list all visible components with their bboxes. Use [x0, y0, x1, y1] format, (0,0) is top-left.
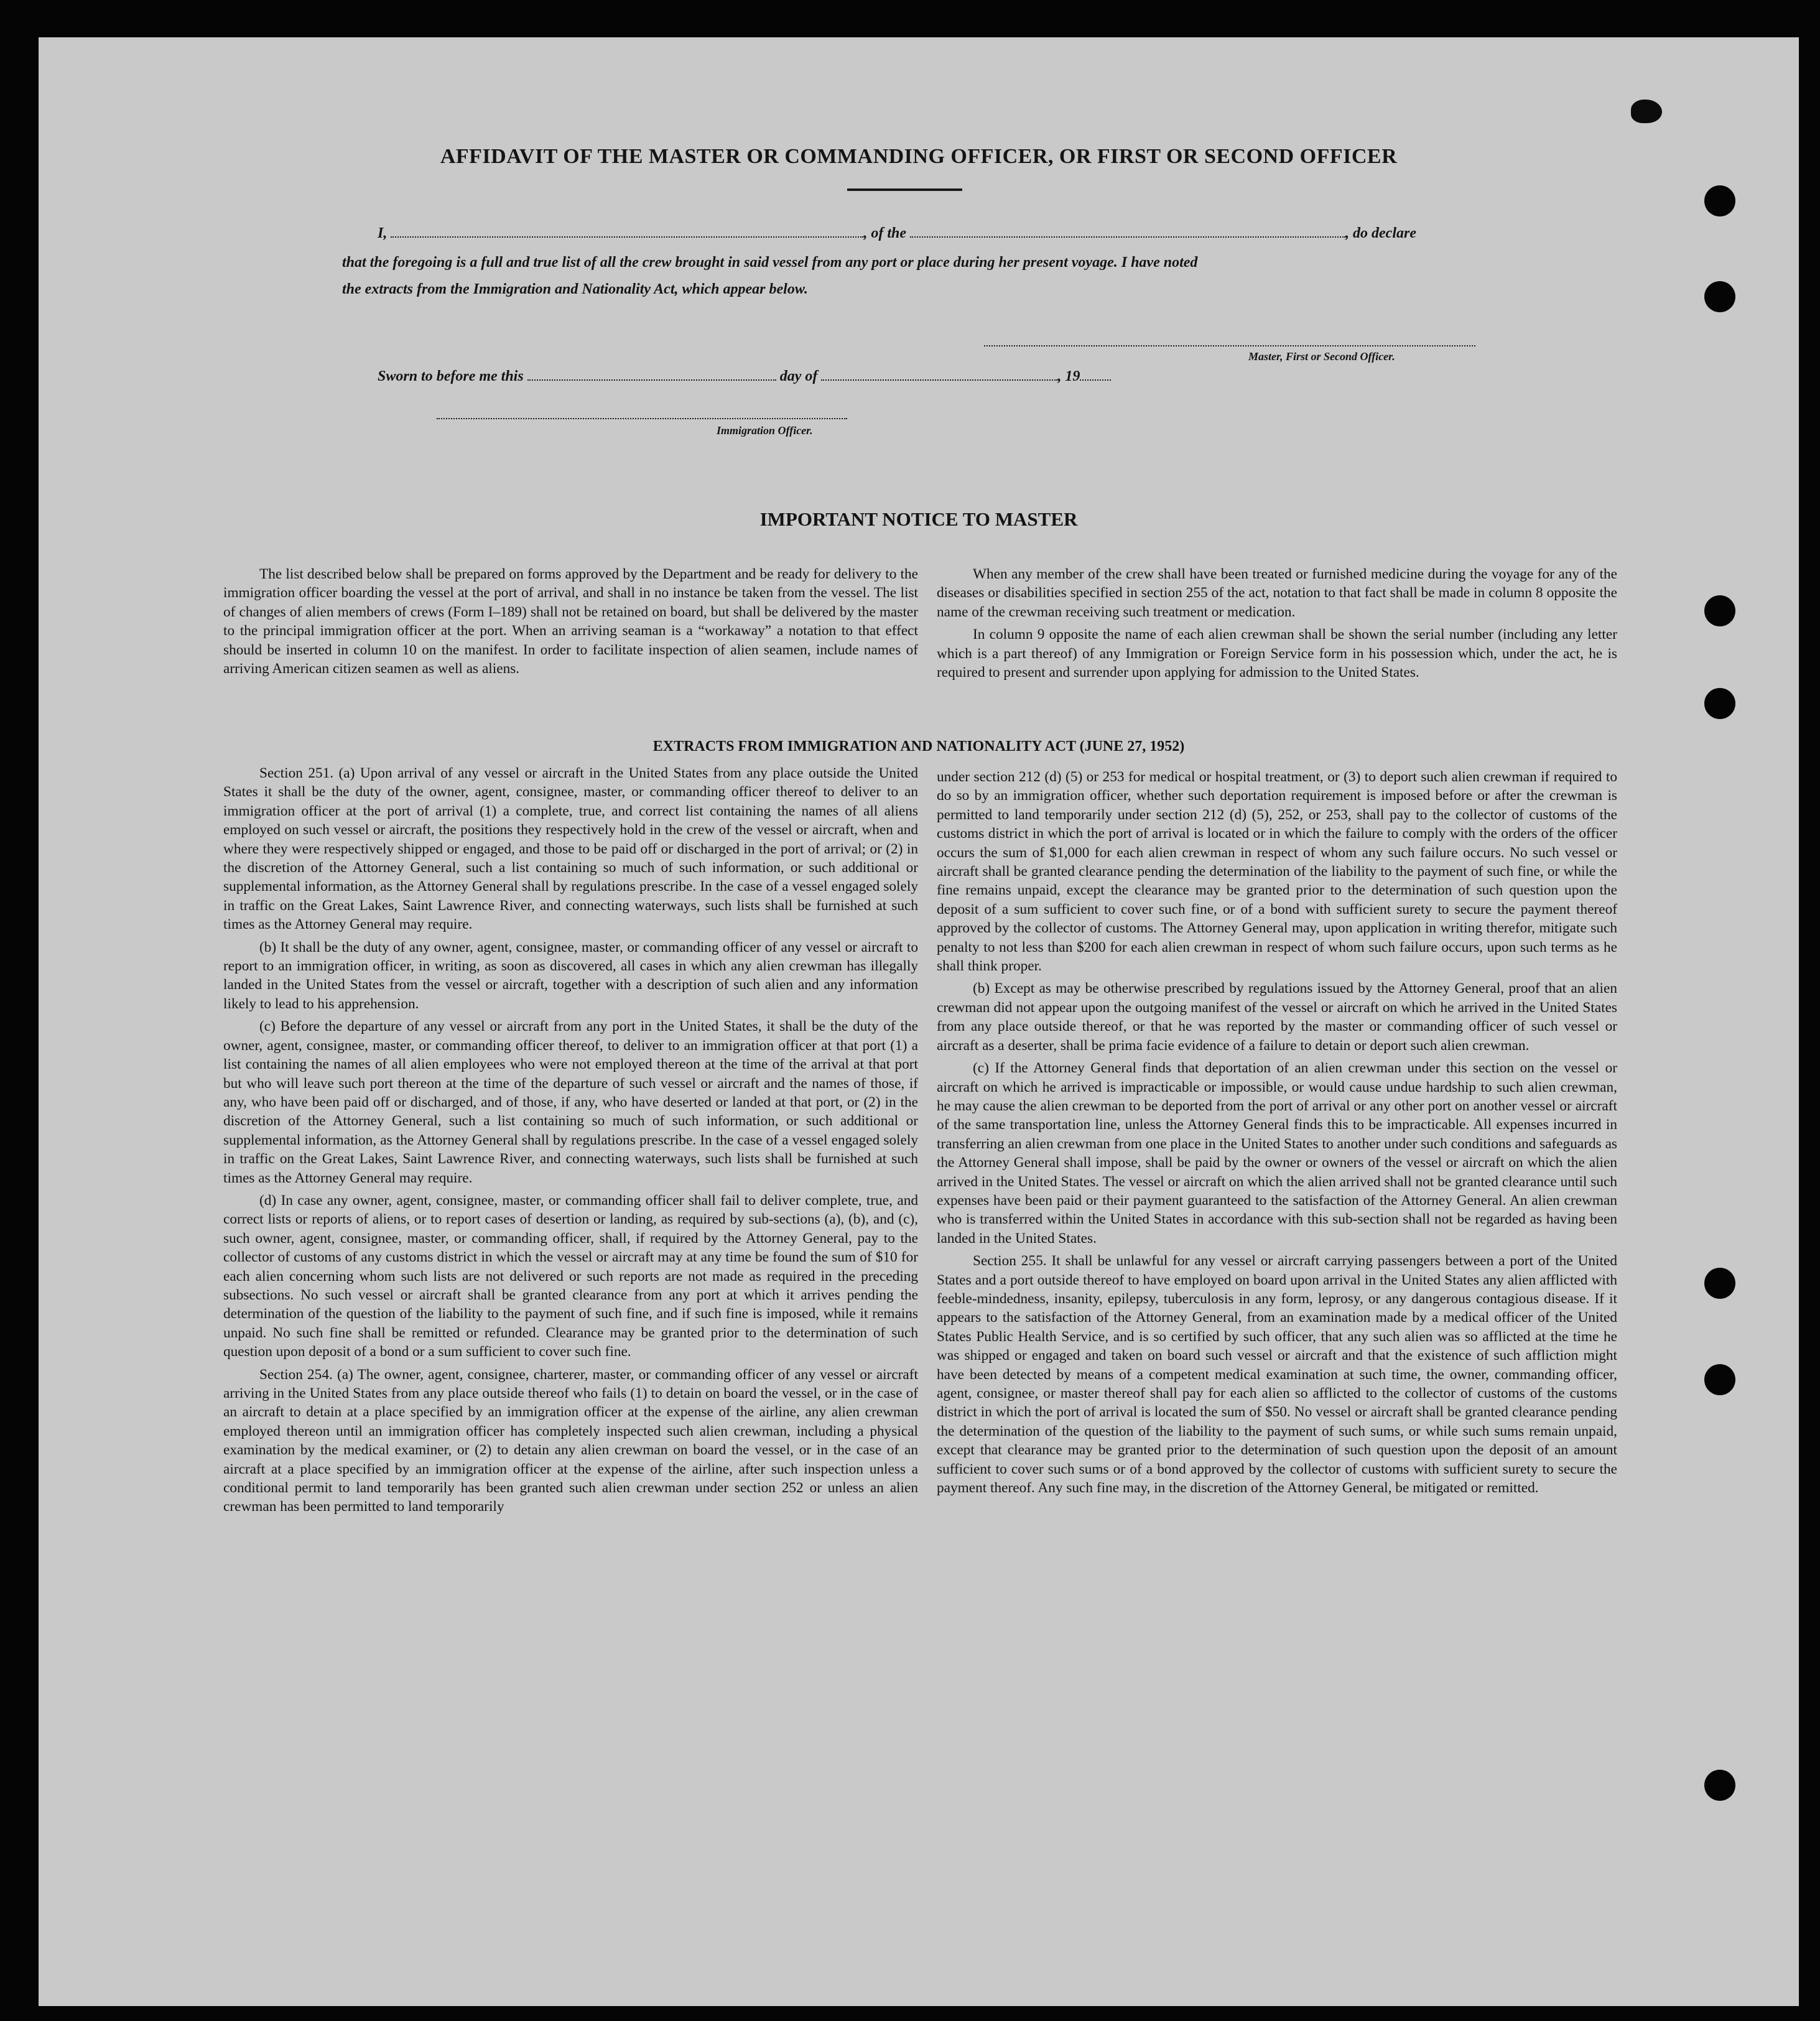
document-page: [39, 37, 1799, 2006]
title-underline: [847, 188, 962, 191]
affidavit-of-the: , of the: [863, 225, 907, 241]
section-251-d: (d) In case any owner, agent, consignee, master, or commanding officer shall fail to deliver complete, true, and correct lists or reports of aliens, or to report cases of desertion or landing, as required by sub-sections (a), (b), and (c), such owner, agent, consignee, master, or commanding officer, shall, if required by the Attorney General, pay to the collector of customs of any customs district in which the vessel or aircraft may at any time be found the sum of $10 for each alien concerning whom such lists are not delivered or such reports are not made as required in the preceding subsections. No such vessel or aircraft shall be granted clearance from any port at which it arrives pending the determination of the question of the liability to the payment of such fine, and if such fine is imposed, while it remains unpaid. No such fine shall be remitted or refunded. Clearance may be granted prior to the determination of such question upon deposit of a bond or a sum sufficient to cover such fine.: [223, 1192, 918, 1360]
notice-right-column: [937, 565, 1617, 685]
master-signature-line[interactable]: [984, 345, 1475, 346]
affidavit-line-1: [378, 225, 1416, 242]
sworn-day-of: day of: [779, 368, 818, 384]
section-251-b: (b) It shall be the duty of any owner, agent, consignee, master, or commanding officer of any vessel or aircraft to report to an immigration officer, in writing, as soon as discovered, all cases in which any alien crewman has illegally landed in the United States from the vessel or aircraft, together with a description of such alien and any information likely to lead to his apprehension.: [223, 939, 918, 1012]
sworn-prefix: Sworn to before me this: [378, 368, 524, 384]
binder-hole: [1704, 1770, 1735, 1801]
sworn-month-field[interactable]: [821, 379, 1057, 381]
notice-left-column: [223, 565, 918, 682]
section-254-b: (b) Except as may be otherwise prescribed by regulations issued by the Attorney General, proof that an alien crewman did not appear upon the outgoing manifest of the vessel or aircraft on which he arrived in the United States from any place outside thereof, or that he was reported by the master or commanding officer of such vessel or aircraft as a deserter, shall be prima facie evidence of a failure to detain or deport such alien crewman.: [937, 980, 1617, 1054]
affidavit-line-3: the extracts from the Immigration and Nationality Act, which appear below.: [342, 281, 808, 297]
extracts-left-column: [223, 764, 918, 1520]
affidavit-declare: , do declare: [1345, 225, 1416, 241]
master-signature-label: Master, First or Second Officer.: [1248, 350, 1395, 363]
section-254-a-continued: under section 212 (d) (5) or 253 for medical or hospital treatment, or (3) to deport such alien crewman if required to do so by an immigration officer, whether such deportation requirement is imposed before or after the crewman is permitted to land temporarily under section 212 (d) (5), 252, or 253, shall pay to the collector of customs of the customs district in which the port of arrival is located or in which the failure to comply with the orders of the officer occurs the sum of $1,000 for each alien crewman in respect of whom any such failure occurs. No such vessel or aircraft shall be granted clearance pending the determination of the liability to the payment of such fine, or while the fine remains unpaid, except the clearance may be granted prior to the determination of such question upon the deposit of a sum sufficient to cover such fine, or of a bond with sufficient surety to secure the payment thereof approved by the collector of customs. The Attorney General may, upon application in writing therefor, mitigate such penalty to not less than $200 for each alien crewman in respect of whom such failure occurs, upon such terms as he shall think proper.: [937, 769, 1617, 975]
notice-right-paragraph-1: When any member of the crew shall have been treated or furnished medicine during the voyage for any of the diseases or disabilities specified in section 255 of the act, notation to that fact shall be made in column 8 opposite the name of the crewman receiving such treatment or medication.: [937, 566, 1617, 620]
section-255: Section 255. It shall be unlawful for any vessel or aircraft carrying passengers between a port of the United States and a port outside thereof to have employed on board upon arrival in the United States any alien afflicted with feeble-mindedness, insanity, epilepsy, tuberculosis in any form, leprosy, or any dangerous contagious disease. If it appears to the satisfaction of the Attorney General, from an examination made by a medical officer of the United States Public Health Service, and is so certified by such officer, that any such alien was so afflicted at the time he was shipped or engaged and taken on board such vessel or aircraft and that the existence of such affliction might have been detected by means of a competent medical examination at such time, the owner, commanding officer, agent, consignee, or master thereof shall pay for each alien so afflicted to the collector of customs of the customs district in which the port of arrival is located the sum of $50. No vessel or aircraft shall be granted clearance pending the determination of the question of the liability to the payment of such sums, or while such sums remain unpaid, except that clearance may be granted prior to the determination of such question upon the deposit of an amount sufficient to cover such sums or of a bond approved by the collector of customs with sufficient surety to secure the payment thereof. Any such fine may, in the discretion of the Attorney General, be mitigated or remitted.: [937, 1253, 1617, 1497]
extracts-title: EXTRACTS FROM IMMIGRATION AND NATIONALITY ACT (JUNE 27, 1952): [652, 738, 1185, 755]
section-254-a: Section 254. (a) The owner, agent, consignee, charterer, master, or commanding officer of any vessel or aircraft arriving in the United States from any place outside thereof who fails (1) to detain on board the vessel, or in the case of an aircraft to detain at a place specified by an immigration officer at the expense of the airline, any alien crewman employed thereon until an immigration officer has completely inspected such alien crewman, including a physical examination by the medical examiner, or (2) to detain any alien crewman on board the vessel, or in the case of an aircraft at a place specified by an immigration officer at the expense of the airline, after such inspection unless a conditional permit to land temporarily has been granted such alien crewman under section 252 or unless an alien crewman has been permitted to land temporarily: [223, 1366, 918, 1515]
binder-hole: [1704, 185, 1735, 216]
sworn-year: , 19: [1057, 368, 1080, 384]
affidavit-title: AFFIDAVIT OF THE MASTER OR COMMANDING OFFICER, OR FIRST OR SECOND OFFICER: [440, 145, 1398, 168]
sworn-line: [378, 368, 1111, 385]
notice-right-paragraph-2: In column 9 opposite the name of each alien crewman shall be shown the serial number (including any letter which is a part thereof) of any Immigration or Foreign Service form in his possession which, under the act, he is required to present and surrender upon applying for admission to the United States.: [937, 626, 1617, 681]
binder-hole: [1704, 595, 1735, 626]
section-251-c: (c) Before the departure of any vessel or aircraft from any port in the United States, it shall be the duty of the owner, agent, consignee, master, or commanding officer thereof, to deliver to an immigration officer at that port (1) a list containing the names of all alien employees who were not employed thereon at the time of the arrival at that port but who will leave such port thereon at the time of the departure of such vessel or aircraft and the names of those, if any, who have been paid off or discharged, and of those, if any, who have deserted or landed at that port, or (2) in the discretion of the Attorney General, such a list containing so much of such information, or such additional or supplemental information, as the Attorney General shall by regulations prescribe. In the case of a vessel engaged solely in traffic on the Great Lakes, Saint Lawrence River, and connecting waterways, such lists shall be furnished at such times as the Attorney General may require.: [223, 1018, 918, 1186]
affidavit-line-2: that the foregoing is a full and true list of all the crew brought in said vessel from any port or place during her present voyage. I have noted: [342, 254, 1198, 271]
binder-hole: [1704, 1364, 1735, 1395]
section-254-c: (c) If the Attorney General finds that deportation of an alien crewman under this section on the vessel or aircraft on which he arrived is impracticable or impossible, or would cause undue hardship to such alien crewman, he may cause the alien crewman to be deported from the port of arrival or any other port on another vessel or aircraft of the same transportation line, unless the Attorney General finds this to be impracticable. All expenses incurred in transferring an alien crewman from one place in the United States to another under such conditions and safeguards as the Attorney General shall impose, shall be paid by the owner or owners of the vessel or aircraft on which the alien arrived in the United States. The vessel or aircraft on which the alien arrived shall not be granted clearance until such expenses have been paid or their payment guaranteed to the satisfaction of the Attorney General. An alien crewman who is transferred within the United States in accordance with this sub-section shall not be regarded as having been landed in the United States.: [937, 1060, 1617, 1247]
immigration-officer-signature-line[interactable]: [437, 418, 847, 419]
notice-title: IMPORTANT NOTICE TO MASTER: [759, 508, 1078, 530]
sworn-year-field[interactable]: [1080, 379, 1111, 381]
affidavit-i: I,: [378, 225, 388, 241]
binder-hole: [1704, 1268, 1735, 1299]
vessel-name-field[interactable]: [910, 236, 1345, 238]
notice-left-paragraph: The list described below shall be prepared on forms approved by the Department and be ready for delivery to the immigration officer boarding the vessel at the port of arrival, and shall in no instance be taken from the vessel. The list of changes of alien members of crews (Form I–189) shall not be retained on board, but shall be delivered by the master to the principal immigration officer at the port. When an arriving seaman is a “workaway” a notation to that effect should be inserted in column 10 on the manifest. In order to facilitate inspection of alien seamen, include names of arriving American citizen seamen as well as aliens.: [223, 566, 918, 677]
ink-blot: [1631, 100, 1662, 123]
declarant-name-field[interactable]: [391, 236, 863, 238]
sworn-day-field[interactable]: [527, 379, 776, 381]
section-251-a: Section 251. (a) Upon arrival of any vessel or aircraft in the United States from any place outside the United States it shall be the duty of the owner, agent, consignee, master, or commanding officer thereof to deliver to an immigration officer at the port of arrival (1) a complete, true, and correct list containing the names of all aliens employed on such vessel or aircraft, the positions they respectively hold in the crew of the vessel or aircraft, when and where they were respectively shipped or engaged, and those to be paid off or discharged in the port of arrival; or (2) in the discretion of the Attorney General, such a list containing so much of such information, or such additional or supplemental information, as the Attorney General shall by regulations prescribe. In the case of a vessel engaged solely in traffic on the Great Lakes, Saint Lawrence River, and connecting waterways, such lists shall be furnished at such times as the Attorney General may require.: [223, 765, 918, 933]
immigration-officer-label: Immigration Officer.: [717, 424, 813, 437]
extracts-right-column: [937, 768, 1617, 1501]
binder-hole: [1704, 281, 1735, 312]
binder-hole: [1704, 688, 1735, 719]
